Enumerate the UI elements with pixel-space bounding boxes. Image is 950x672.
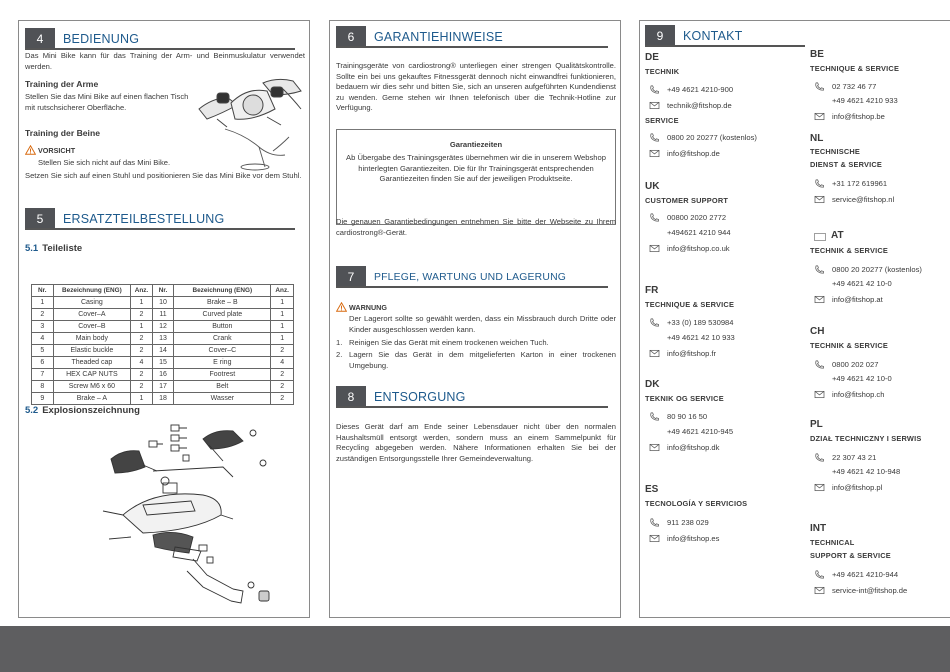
table-cell: Casing [53, 297, 131, 309]
table-row [32, 393, 294, 405]
table-row [32, 357, 294, 369]
table-cell: 1 [271, 309, 294, 321]
table-cell: 10 [152, 297, 174, 309]
contact-label: DZIAŁ TECHNICZNY I SERWIS [810, 434, 922, 443]
section-number: 9 [645, 25, 675, 47]
email-address[interactable]: technik@fitshop.de [667, 101, 732, 110]
phone-icon [649, 213, 660, 222]
table-cell: 2 [131, 369, 153, 381]
table-cell: Elastic buckle [53, 345, 131, 357]
section-title: KONTAKT [683, 29, 743, 43]
section-title: ENTSORGUNG [374, 390, 466, 404]
mail-icon [814, 295, 825, 304]
table-cell: 4 [32, 333, 54, 345]
table-row [32, 381, 294, 393]
parts-table-header [32, 285, 294, 297]
mail-icon [814, 483, 825, 492]
mail-icon [649, 244, 660, 253]
col-header: Bezeichnung (ENG) [53, 285, 131, 297]
section-divider [25, 228, 295, 230]
contact-label: SUPPORT & SERVICE [810, 551, 891, 560]
section-divider [336, 46, 608, 48]
footer-band [0, 626, 950, 672]
legs-training-text: Setzen Sie sich auf einen Stuhl und positionieren Sie das Mini Bike vor dem Stuhl. [25, 171, 302, 180]
phone-number: 02 732 46 77 [832, 82, 877, 91]
table-cell: 1 [271, 333, 294, 345]
table-cell: 2 [131, 345, 153, 357]
table-cell: 17 [152, 381, 174, 393]
table-cell: 1 [32, 297, 54, 309]
email-address[interactable]: info@fitshop.fr [667, 349, 717, 358]
warranty-intro: Trainingsgeräte von cardiostrong® unterliegen einer strengen Qualitätskontrolle. Sollte ein bei uns gekauftes Fitnessgerät dennoch nicht einwandfrei funktionieren, bedauern wir dies sehr und bitten Sie, sich an unseren aufgeführten Kundendienst zu wenden. Gerne stehen wir Ihnen telefonisch über die Technik-Hotline zur Verfügung. [336, 61, 616, 113]
country-code: UK [645, 181, 660, 192]
section-divider [336, 286, 608, 288]
column-contact [639, 20, 950, 618]
parts-list-heading: 5.1 Teileliste [25, 243, 83, 254]
table-cell: 13 [152, 333, 174, 345]
col-header: Nr. [32, 285, 54, 297]
table-cell: 1 [271, 321, 294, 333]
table-cell: 2 [131, 381, 153, 393]
email-address[interactable]: info@fitshop.at [832, 295, 883, 304]
table-row [32, 297, 294, 309]
email-address[interactable]: service@fitshop.nl [832, 195, 895, 204]
care-item-2: Lagern Sie das Gerät in dem mitgelieferten Karton in einer trockenen Umgebung. [349, 350, 616, 370]
table-cell: 6 [32, 357, 54, 369]
legs-training-title: Training der Beine [25, 128, 100, 138]
table-cell: 5 [32, 345, 54, 357]
phone-number: 00800 2020 2772 [667, 213, 727, 222]
table-cell: 1 [131, 393, 153, 405]
table-cell: 1 [131, 297, 153, 309]
section-title: BEDIENUNG [63, 32, 140, 46]
table-cell: 2 [131, 309, 153, 321]
table-cell: 2 [271, 393, 294, 405]
email-address[interactable]: info@fitshop.co.uk [667, 244, 730, 253]
mail-icon [649, 443, 660, 452]
table-cell: Button [174, 321, 271, 333]
phone-icon [649, 412, 660, 421]
table-cell: Cover–C [174, 345, 271, 357]
phone-icon [649, 85, 660, 94]
section-title: ERSATZTEILBESTELLUNG [63, 212, 225, 226]
section-number: 8 [336, 386, 366, 408]
exploded-view-diagram [83, 419, 303, 609]
contact-label: TECHNIK & SERVICE [810, 341, 889, 350]
warranty-period-title: Garantiezeiten [449, 140, 503, 149]
section-divider [25, 48, 295, 50]
mail-icon [649, 149, 660, 158]
col-header: Anz. [131, 285, 153, 297]
contact-label: TECHNIQUE & SERVICE [810, 64, 900, 73]
country-code: INT [810, 523, 827, 534]
exploded-view-heading: 5.2 Explosionszeichnung [25, 405, 140, 416]
table-cell: 2 [131, 333, 153, 345]
contact-label: TECHNIK & SERVICE [810, 246, 889, 255]
arms-training-title: Training der Arme [25, 79, 99, 89]
section-divider [336, 406, 608, 408]
phone-number: 911 238 029 [667, 518, 709, 527]
table-cell: 12 [152, 321, 174, 333]
mail-icon [814, 112, 825, 121]
col-header: Bezeichnung (ENG) [174, 285, 271, 297]
email-address[interactable]: info@fitshop.dk [667, 443, 720, 452]
table-cell: Brake – B [174, 297, 271, 309]
table-row [32, 309, 294, 321]
table-cell: 11 [152, 309, 174, 321]
mail-icon [814, 195, 825, 204]
table-row [32, 321, 294, 333]
table-cell: 2 [271, 369, 294, 381]
phone-icon [814, 570, 825, 579]
table-cell: Curved plate [174, 309, 271, 321]
country-code: NL [810, 133, 824, 144]
table-cell: Theaded cap [53, 357, 131, 369]
email-address[interactable]: info@fitshop.be [832, 112, 885, 121]
table-cell: 8 [32, 381, 54, 393]
table-row [32, 369, 294, 381]
mail-icon [649, 534, 660, 543]
mail-icon [814, 586, 825, 595]
phone-number: 0800 20 20277 (kostenlos) [667, 133, 757, 142]
phone-number: +31 172 619961 [832, 179, 888, 188]
table-cell: 1 [131, 321, 153, 333]
arms-training-text: Stellen Sie das Mini Bike auf einen flachen Tisch mit rutschsicherer Oberfläche. [25, 92, 189, 112]
table-cell: Cover–A [53, 309, 131, 321]
contact-label: DIENST & SERVICE [810, 160, 883, 169]
table-cell: 2 [32, 309, 54, 321]
table-row [32, 333, 294, 345]
country-code: CH [810, 326, 825, 337]
table-row [32, 345, 294, 357]
table-cell: 9 [32, 393, 54, 405]
phone-icon [814, 453, 825, 462]
table-cell: 2 [271, 345, 294, 357]
caution-text: Stellen Sie sich nicht auf das Mini Bike. [38, 158, 171, 167]
phone-icon [814, 82, 825, 91]
table-cell: Screw M6 x 60 [53, 381, 131, 393]
phone-number: +49 4621 42 10-948 [832, 467, 901, 476]
mail-icon [814, 390, 825, 399]
col-header: Anz. [271, 285, 294, 297]
table-cell: 4 [131, 357, 153, 369]
table-cell: 2 [271, 381, 294, 393]
mail-icon [649, 349, 660, 358]
phone-number: +49 4621 42 10 933 [667, 333, 735, 342]
table-cell: 3 [32, 321, 54, 333]
care-item-1: Reinigen Sie das Gerät mit einem trockenen weichen Tuch. [349, 338, 549, 347]
phone-number: +49 4621 4210-900 [667, 85, 734, 94]
table-cell: 18 [152, 393, 174, 405]
care-item-number: 2. [336, 350, 343, 359]
phone-number: +33 (0) 189 530984 [667, 318, 734, 327]
section-number: 7 [336, 266, 366, 288]
contact-label: TECNOLOGÍA Y SERVICIOS [645, 499, 748, 508]
warranty-conditions-text: Die genauen Garantiebedingungen entnehmen Sie bitte der Webseite zu Ihrem cardiostrong®-Gerät. [336, 217, 616, 237]
country-code: AT [831, 230, 844, 241]
phone-icon [814, 360, 825, 369]
table-cell: 16 [152, 369, 174, 381]
email-address[interactable]: info@fitshop.es [667, 534, 720, 543]
contact-label: TECHNICAL [810, 538, 855, 547]
contact-label: TEKNIK OG SERVICE [645, 394, 724, 403]
email-address[interactable]: info@fitshop.de [667, 149, 720, 158]
column-operation-parts [18, 20, 310, 618]
contact-label: SERVICE [645, 116, 679, 125]
contact-label: TECHNIK [645, 67, 680, 76]
warning-icon [336, 302, 347, 312]
country-code: FR [645, 285, 659, 296]
email-address[interactable]: service-int@fitshop.de [832, 586, 908, 595]
table-cell: Footrest [174, 369, 271, 381]
section-divider [645, 45, 805, 47]
phone-number: +49 4621 4210-944 [832, 570, 899, 579]
country-code: DE [645, 52, 659, 63]
table-cell: Cover–B [53, 321, 131, 333]
phone-icon [649, 518, 660, 527]
contact-label: CUSTOMER SUPPORT [645, 196, 729, 205]
table-cell: E ring [174, 357, 271, 369]
arms-training-illustration [197, 69, 307, 131]
phone-number: 22 307 43 21 [832, 453, 877, 462]
care-item-number: 1. [336, 338, 343, 347]
disposal-text: Dieses Gerät darf am Ende seiner Lebensdauer nicht über den normalen Haushaltsmüll entsorgt werden, sondern muss an einem Sammelpunkt für Recycling abgegeben werden. Nähere Informationen erhalten Sie bei der zuständigen Entsorgungsstelle Ihrer Gemeindeverwaltung. [336, 422, 616, 463]
table-cell: Main body [53, 333, 131, 345]
phone-number: +494621 4210 944 [667, 228, 731, 237]
section-title: PFLEGE, WARTUNG UND LAGERUNG [374, 271, 567, 283]
table-cell: 14 [152, 345, 174, 357]
mail-icon [649, 101, 660, 110]
phone-number: +49 4621 4210-945 [667, 427, 734, 436]
email-address[interactable]: info@fitshop.ch [832, 390, 885, 399]
warning-label: WARNUNG [349, 303, 387, 312]
table-cell: Wasser [174, 393, 271, 405]
table-cell: 4 [271, 357, 294, 369]
country-code: BE [810, 49, 824, 60]
table-cell: 7 [32, 369, 54, 381]
section-title: GARANTIEHINWEISE [374, 30, 503, 44]
email-address[interactable]: info@fitshop.pl [832, 483, 883, 492]
country-code: PL [810, 419, 823, 430]
warning-text: Der Lagerort sollte so gewählt werden, dass ein Missbrauch durch Dritte oder Kinder ausgeschlossen werden kann. [349, 314, 616, 334]
table-cell: Crank [174, 333, 271, 345]
country-code: ES [645, 484, 659, 495]
phone-number: +49 4621 42 10-0 [832, 279, 892, 288]
phone-number: 80 90 16 50 [667, 412, 708, 421]
phone-icon [649, 318, 660, 327]
legs-training-illustration [215, 125, 295, 173]
section-number: 4 [25, 28, 55, 50]
table-cell: HEX CAP NUTS [53, 369, 131, 381]
phone-number: +49 4621 42 10-0 [832, 374, 892, 383]
phone-number: 0800 20 20277 (kostenlos) [832, 265, 922, 274]
phone-icon [649, 133, 660, 142]
warranty-period-box [336, 129, 616, 225]
column-warranty-care [329, 20, 621, 618]
phone-icon [814, 179, 825, 188]
parts-table [31, 284, 294, 405]
operation-intro: Das Mini Bike kann für das Training der Arm- und Beinmuskulatur verwendet werden. [25, 51, 305, 71]
table-cell: 1 [271, 297, 294, 309]
caution-label: VORSICHT [38, 146, 76, 155]
contact-label: TECHNIQUE & SERVICE [645, 300, 735, 309]
warranty-period-text: Ab Übergabe des Trainingsgerätes übernehmen wir die in unserem Webshop hinterlegten Garantiezeiten. Die für Ihr Trainingsgerät entsprechenden Garantiezeiten finden Sie auf der jeweiligen Produktseite. [346, 153, 606, 184]
table-cell: Belt [174, 381, 271, 393]
col-header: Nr. [152, 285, 174, 297]
country-code: DK [645, 379, 660, 390]
table-cell: 15 [152, 357, 174, 369]
flag-icon [814, 233, 826, 241]
table-cell: Brake – A [53, 393, 131, 405]
section-number: 5 [25, 208, 55, 230]
caution-icon [25, 145, 36, 155]
phone-number: 0800 202 027 [832, 360, 879, 369]
contact-label: TECHNISCHE [810, 147, 861, 156]
phone-icon [814, 265, 825, 274]
phone-number: +49 4621 4210 933 [832, 96, 898, 105]
section-number: 6 [336, 26, 366, 48]
